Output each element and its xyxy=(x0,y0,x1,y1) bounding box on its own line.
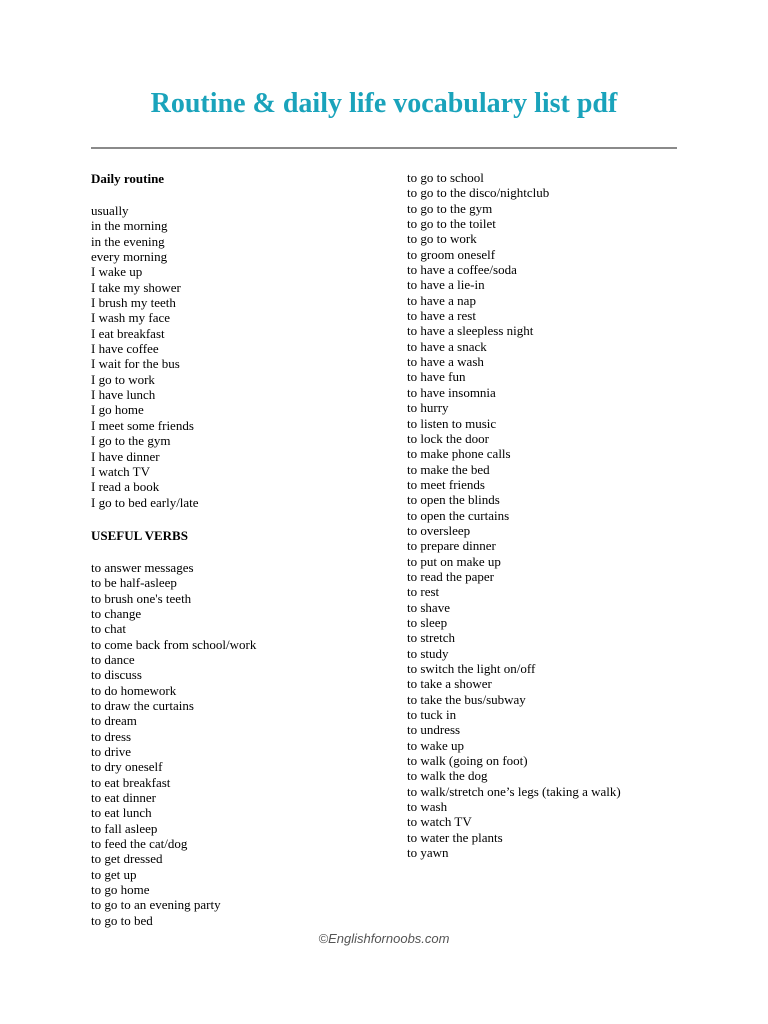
verb-item: to wake up xyxy=(407,737,465,753)
verb-item: to change xyxy=(91,605,142,621)
useful-verbs-list-left xyxy=(91,560,391,928)
verb-item: to put on make up xyxy=(407,553,501,569)
verb-item: to hurry xyxy=(407,400,449,416)
verb-item: to dress xyxy=(91,728,132,744)
verb-item: to dream xyxy=(91,713,137,729)
verb-item: to make phone calls xyxy=(407,446,511,462)
verb-item: to draw the curtains xyxy=(91,697,194,713)
verb-item: to meet friends xyxy=(407,476,485,492)
verb-item: to have a nap xyxy=(407,292,476,308)
verb-item: to feed the cat/dog xyxy=(91,836,188,852)
verb-item: to eat lunch xyxy=(91,805,152,821)
verb-item: to walk (going on foot) xyxy=(407,753,528,769)
verb-item: to have a lie-in xyxy=(407,277,485,293)
vocabulary-item: I wash my face xyxy=(91,310,171,326)
vocabulary-item: I wait for the bus xyxy=(91,356,180,372)
vocabulary-item: I go home xyxy=(91,402,144,418)
vocabulary-item: in the evening xyxy=(91,233,165,249)
verb-item: to get up xyxy=(91,866,137,882)
verb-item: to have a sleepless night xyxy=(407,323,534,339)
vocabulary-item: I have dinner xyxy=(91,448,160,464)
vocabulary-item: I go to bed early/late xyxy=(91,494,199,510)
verb-item: to go to the gym xyxy=(407,200,493,216)
vocabulary-item: I eat breakfast xyxy=(91,325,165,341)
verb-item: to yawn xyxy=(407,845,449,861)
verb-item: to switch the light on/off xyxy=(407,661,536,676)
verb-item: to have a coffee/soda xyxy=(407,262,517,278)
verb-item: to come back from school/work xyxy=(91,636,257,652)
verb-item: to go to the disco/nightclub xyxy=(407,185,550,201)
useful-verbs-heading: USEFUL VERBS xyxy=(91,527,188,543)
verb-item: to have a snack xyxy=(407,338,487,354)
verb-item: to tuck in xyxy=(407,707,457,723)
verb-item: to read the paper xyxy=(407,568,494,584)
verb-item: to undress xyxy=(407,722,461,738)
vocabulary-item: I read a book xyxy=(91,479,160,495)
vocabulary-item: I go to the gym xyxy=(91,433,171,449)
verb-item: to chat xyxy=(91,621,127,637)
vocabulary-item: in the morning xyxy=(91,218,168,234)
daily-routine-list xyxy=(91,203,391,510)
vocabulary-item: I have lunch xyxy=(91,387,156,403)
verb-item: to water the plants xyxy=(407,829,503,845)
verb-item: to study xyxy=(407,645,449,661)
verb-item: to watch TV xyxy=(407,814,472,830)
verb-item: to have insomnia xyxy=(407,384,496,400)
verb-item: to make the bed xyxy=(407,461,490,477)
verb-item: to dry oneself xyxy=(91,759,163,775)
verb-item: to do homework xyxy=(91,682,177,698)
verb-item: to fall asleep xyxy=(91,820,158,836)
verb-item: to brush one's teeth xyxy=(91,590,192,606)
verb-item: to eat breakfast xyxy=(91,774,171,790)
vocabulary-item: I take my shower xyxy=(91,279,181,295)
verb-item: to prepare dinner xyxy=(407,538,496,554)
daily-routine-heading: Daily routine xyxy=(91,171,165,186)
verb-item: to open the curtains xyxy=(407,507,510,523)
useful-verbs-list-right xyxy=(407,170,707,860)
verb-item: to go to work xyxy=(407,231,477,247)
verb-item: to take the bus/subway xyxy=(407,691,526,707)
verb-item: to go home xyxy=(91,882,150,898)
verb-item: to go to an evening party xyxy=(91,897,221,913)
verb-item: to get dressed xyxy=(91,851,163,867)
vocabulary-item: usually xyxy=(91,203,129,218)
verb-item: to eat dinner xyxy=(91,790,156,806)
verb-item: to drive xyxy=(91,744,132,759)
verb-item: to have a rest xyxy=(407,308,476,324)
verb-item: to walk the dog xyxy=(407,768,488,784)
verb-item: to rest xyxy=(407,584,440,600)
verb-item: to go to the toilet xyxy=(407,216,496,232)
verb-item: to answer messages xyxy=(91,559,194,575)
verb-item: to listen to music xyxy=(407,415,497,431)
verb-item: to dance xyxy=(91,651,135,667)
page-title: Routine & daily life vocabulary list pdf xyxy=(150,88,618,119)
verb-item: to shave xyxy=(407,599,450,615)
right-column xyxy=(407,170,707,860)
horizontal-divider xyxy=(91,147,677,149)
verb-item: to have fun xyxy=(407,369,466,385)
vocabulary-item: I wake up xyxy=(91,264,143,280)
verb-item: to open the blinds xyxy=(407,492,500,508)
vocabulary-item: I have coffee xyxy=(91,341,159,357)
verb-item: to sleep xyxy=(407,614,448,630)
verb-item: to go to school xyxy=(407,170,484,185)
verb-item: to wash xyxy=(407,799,448,815)
left-column xyxy=(91,170,391,928)
vocabulary-item: every morning xyxy=(91,249,168,265)
vocabulary-item: I watch TV xyxy=(91,463,150,479)
vocabulary-item: I brush my teeth xyxy=(91,295,176,311)
verb-item: to lock the door xyxy=(407,430,489,446)
vocabulary-item: I go to work xyxy=(91,371,155,387)
verb-item: to be half-asleep xyxy=(91,575,177,591)
verb-item: to walk/stretch one’s legs (taking a walk) xyxy=(407,783,621,799)
verb-item: to oversleep xyxy=(407,522,471,538)
verb-item: to take a shower xyxy=(407,676,492,692)
vocabulary-item: I meet some friends xyxy=(91,417,194,433)
verb-item: to go to bed xyxy=(91,912,153,928)
verb-item: to groom oneself xyxy=(407,246,496,262)
copyright-footer: ©Englishfornoobs.com xyxy=(318,931,450,946)
verb-item: to discuss xyxy=(91,667,142,683)
verb-item: to have a wash xyxy=(407,354,484,370)
verb-item: to stretch xyxy=(407,630,456,646)
